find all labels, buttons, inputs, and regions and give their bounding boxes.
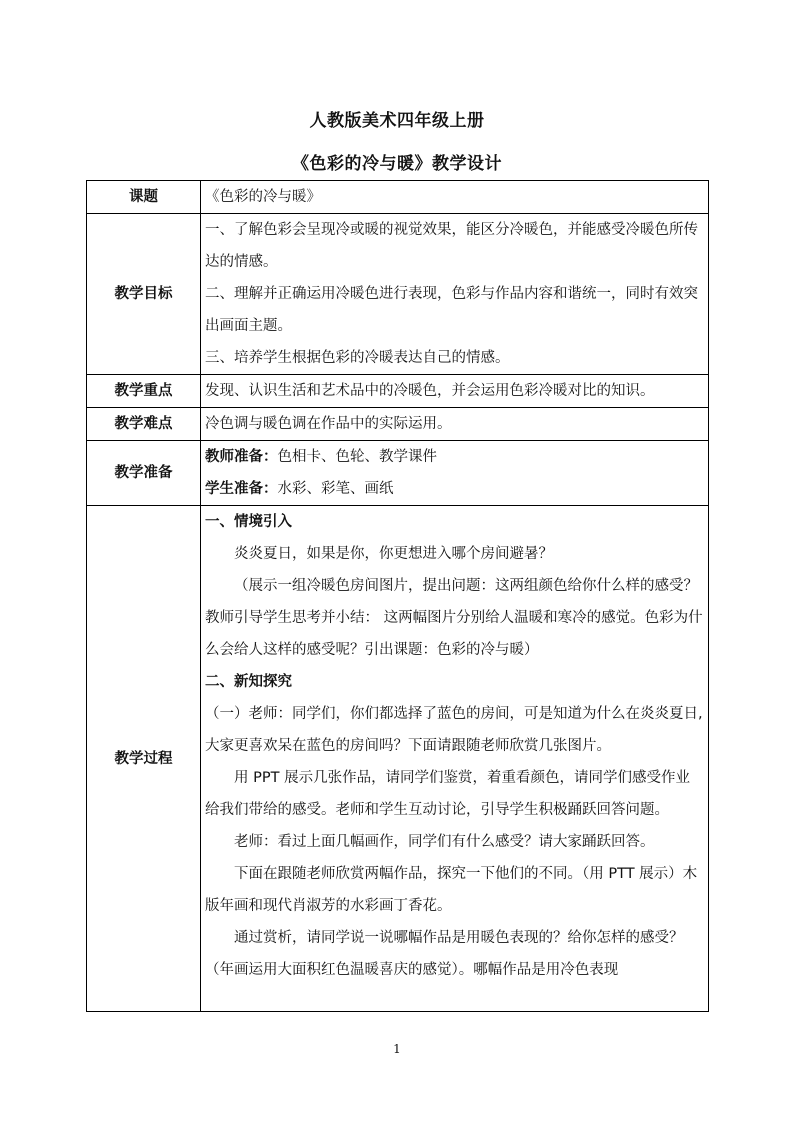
row-label-topic: 课题	[87, 181, 201, 214]
row-label-preparation: 教学准备	[87, 441, 201, 506]
preparation-cell	[201, 441, 709, 506]
row-label-objectives: 教学目标	[87, 214, 201, 375]
process-paragraph: （一）老师：同学们，你们都选择了蓝色的房间，可是知道为什么在炎炎夏日,大家更喜欢呆在蓝色的房间吗？下面请跟随老师欣赏几张图片。	[205, 706, 703, 754]
process-paragraph: 用 PPT 展示几张作品，请同学们鉴赏，着重看颜色，请同学们感受作业给我们带给的感受。老师和学生互动讨论，引导学生积极踊跃回答问题。	[205, 770, 691, 818]
key-points-value: 发现、认识生活和艺术品中的冷暖色，并会运用色彩冷暖对比的知识。	[201, 375, 709, 408]
teacher-preparation	[205, 441, 704, 473]
table-row-topic	[87, 181, 709, 214]
objective-item: 一、了解色彩会呈现冷或暖的视觉效果，能区分冷暖色，并能感受冷暖色所传达的情感。	[205, 222, 698, 270]
process-heading-explore: 二、新知探究	[205, 674, 292, 690]
table-row-preparation	[87, 441, 709, 506]
teacher-preparation-label: 教师准备：	[205, 449, 278, 465]
table-row-objectives	[87, 214, 709, 375]
difficulties-value: 冷色调与暖色调在作品中的实际运用。	[201, 408, 709, 441]
row-label-key-points: 教学重点	[87, 375, 201, 408]
row-label-difficulties: 教学难点	[87, 408, 201, 441]
student-preparation	[205, 473, 704, 505]
document-subtitle: 《色彩的冷与暖》教学设计	[292, 154, 502, 174]
student-preparation-label: 学生准备：	[205, 481, 278, 497]
table-row-process	[87, 506, 709, 1012]
process-cell	[201, 506, 709, 1012]
objective-item: 二、理解并正确运用冷暖色进行表现，色彩与作品内容和谐统一，同时有效突出画面主题。	[205, 286, 698, 334]
lesson-plan-table	[86, 180, 709, 1012]
topic-value: 《色彩的冷与暖》	[201, 181, 709, 214]
row-label-process: 教学过程	[87, 506, 201, 1012]
process-heading-intro: 一、情境引入	[205, 514, 292, 530]
process-paragraph: 老师：看过上面几幅画作，同学们有什么感受？请大家踊跃回答。	[234, 834, 655, 850]
process-paragraph: 炎炎夏日，如果是你，你更想进入哪个房间避暑？	[234, 546, 553, 562]
objective-item: 三、培养学生根据色彩的冷暖表达自己的情感。	[205, 350, 510, 366]
student-preparation-value: 水彩、彩笔、画纸	[277, 481, 394, 497]
teacher-preparation-value: 色相卡、色轮、教学课件	[277, 449, 437, 465]
page-number: 1	[393, 1042, 401, 1056]
process-paragraph: 下面在跟随老师欣赏两幅作品，探究一下他们的不同。（用 PTT 展示）木版年画和现代肖淑芳的水彩画丁香花。	[205, 866, 698, 914]
document-title: 人教版美术四年级上册	[309, 111, 485, 131]
process-paragraph: （展示一组冷暖色房间图片，提出问题：这两组颜色给你什么样的感受？教师引导学生思考并小结： 这两幅图片分别给人温暖和寒冷的感觉。色彩为什么会给人这样的感受呢？引出课题：色彩的冷与暖）	[205, 578, 703, 658]
table-row-key-points	[87, 375, 709, 408]
objectives-cell	[201, 214, 709, 375]
process-paragraph: 通过赏析，请同学说一说哪幅作品是用暖色表现的？给你怎样的感受？（年画运用大面积红色温暖喜庆的感觉）。哪幅作品是用冷色表现	[205, 930, 684, 978]
table-row-difficulties	[87, 408, 709, 441]
